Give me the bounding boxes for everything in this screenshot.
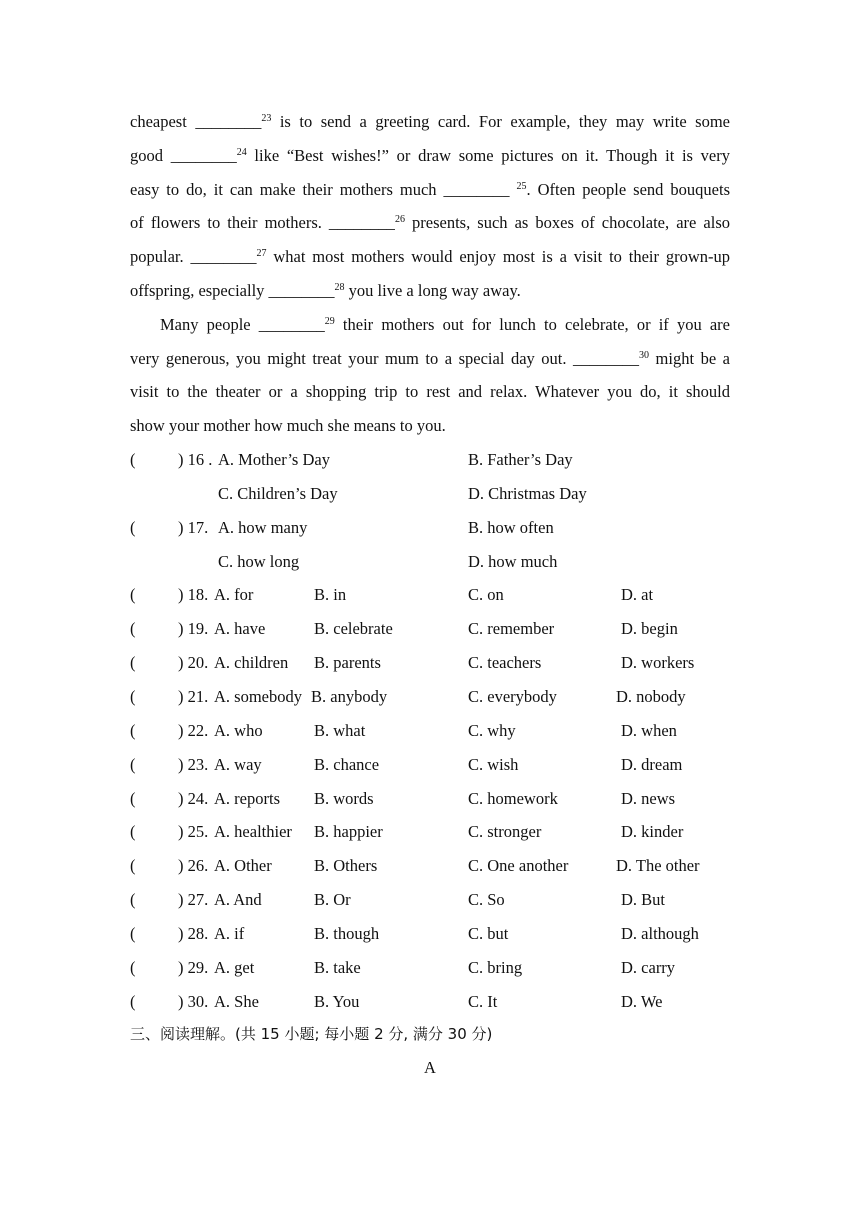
option-d: D. although — [621, 923, 699, 943]
answer-bracket: ( — [130, 856, 136, 876]
option-b: B. Father’s Day — [468, 450, 573, 469]
option-d: D. The other — [616, 856, 700, 876]
option-a: A. get — [214, 957, 255, 977]
answer-bracket: ( — [130, 822, 136, 842]
option-b: B. celebrate — [314, 619, 393, 639]
option-d: D. carry — [621, 957, 676, 977]
question-number: ) 23. — [178, 754, 209, 774]
option-d: D. at — [621, 585, 654, 605]
answer-bracket: ( — [130, 890, 136, 910]
passage-text: very generous, you might treat your mum to a special day out. ________ — [130, 348, 640, 368]
option-c: C. but — [468, 923, 509, 943]
question-number: ) 19. — [178, 619, 209, 639]
option-c: C. bring — [468, 957, 523, 977]
passage-text: you live a long way away. — [344, 281, 521, 300]
option-c: C. teachers — [468, 653, 542, 673]
option-b: B. what — [314, 720, 366, 740]
passage-text: offspring, especially ________ — [130, 281, 335, 300]
option-c: C. everybody — [468, 686, 557, 706]
passage-text: good ________ — [130, 145, 237, 165]
option-d: D. workers — [621, 653, 695, 673]
option-b: B. how often — [468, 517, 554, 537]
passage-text: visit to the theater or a shopping trip to rest and relax. Whatever you do, it should — [130, 382, 730, 402]
answer-bracket: ( — [130, 585, 136, 605]
passage-text: . Often people send bouquets — [526, 179, 730, 199]
option-b: B. words — [314, 788, 374, 808]
passage-text: might be a — [649, 348, 731, 368]
option-c: C. remember — [468, 619, 555, 639]
question-number: ) 21. — [178, 686, 209, 706]
option-a: A. children — [214, 653, 289, 673]
passage-text: like “Best wishes!” or draw some pictures on it. Though it is very — [246, 145, 730, 165]
question-number: ) 16 . — [178, 450, 213, 469]
option-c: C. stronger — [468, 822, 542, 842]
blank-number: 29 — [324, 315, 335, 327]
option-c: C. One another — [468, 856, 569, 876]
passage-line — [130, 105, 730, 139]
option-d: D. nobody — [616, 686, 686, 706]
passage-text: show your mother how much she means to you. — [130, 416, 446, 436]
option-c: C. wish — [468, 754, 519, 774]
answer-bracket: ( — [130, 923, 136, 943]
question-number: ) 22. — [178, 720, 209, 740]
option-b: B. Or — [314, 890, 351, 910]
question-number: ) 29. — [178, 957, 209, 977]
passage-line — [130, 274, 730, 308]
option-b: B. happier — [314, 822, 383, 842]
option-d: D. news — [621, 788, 676, 808]
option-a: A. healthier — [214, 822, 292, 842]
option-b: B. chance — [314, 754, 380, 774]
option-b: B. in — [314, 585, 347, 605]
blank-number: 24 — [236, 146, 247, 158]
option-a: A. She — [214, 991, 259, 1011]
question-number: ) 25. — [178, 822, 209, 842]
option-d: D. when — [621, 720, 677, 740]
question-number: ) 17. — [178, 517, 209, 537]
blank-number: 30 — [639, 349, 650, 361]
passage-line — [130, 173, 730, 207]
passage-line — [130, 375, 730, 409]
passage-line — [130, 139, 730, 173]
option-d: D. how much — [468, 551, 558, 571]
passage-line — [130, 240, 730, 274]
passage-line — [130, 308, 730, 342]
option-b: B. parents — [314, 653, 381, 673]
option-a: A. somebody — [214, 686, 302, 706]
option-b: B. Others — [314, 856, 378, 876]
answer-bracket: ( — [130, 517, 136, 537]
passage-text: of flowers to their mothers. ________ — [130, 213, 395, 233]
part-label: A — [424, 1058, 436, 1077]
option-c: C. how long — [218, 551, 300, 571]
passage-line — [130, 342, 730, 376]
option-c: C. why — [468, 720, 516, 740]
option-c: C. So — [468, 890, 505, 910]
question-number: ) 30. — [178, 991, 209, 1011]
option-b: B. take — [314, 957, 361, 977]
option-b: B. though — [314, 923, 380, 943]
option-a: A. way — [214, 754, 262, 774]
option-d: D. We — [621, 991, 663, 1011]
question-number: ) 27. — [178, 890, 209, 910]
option-a: A. who — [214, 720, 263, 740]
option-a: A. Other — [214, 856, 272, 876]
blank-number: 23 — [261, 113, 272, 124]
question-number: ) 26. — [178, 856, 209, 876]
option-b: B. You — [314, 991, 360, 1011]
option-a: A. how many — [218, 517, 308, 537]
option-b: B. anybody — [311, 686, 388, 706]
blank-number: 27 — [256, 248, 267, 260]
blank-number: 25 — [516, 180, 527, 192]
passage-line — [130, 206, 730, 240]
section-heading: 三、阅读理解。(共 15 小题; 每小题 2 分, 满分 30 分) — [130, 1025, 493, 1043]
question-number: ) 28. — [178, 923, 209, 943]
answer-bracket: ( — [130, 754, 136, 774]
option-a: A. have — [214, 619, 266, 639]
passage-text: presents, such as boxes of chocolate, are also — [404, 213, 730, 233]
passage-text: is to send a greeting card. For example, they may write some — [271, 112, 730, 131]
option-d: D. Christmas Day — [468, 483, 587, 503]
option-a: A. for — [214, 585, 254, 605]
passage-text: cheapest ________ — [130, 112, 262, 131]
question-number: ) 24. — [178, 788, 209, 808]
passage-text: what most mothers would enjoy most is a visit to their grown-up — [266, 247, 731, 267]
passage-text: popular. ________ — [130, 247, 257, 267]
answer-bracket: ( — [130, 619, 136, 639]
answer-bracket: ( — [130, 788, 136, 808]
option-d: D. dream — [621, 754, 683, 774]
option-c: C. Children’s Day — [218, 483, 338, 503]
option-a: A. if — [214, 923, 245, 943]
option-d: D. begin — [621, 619, 678, 639]
option-a: A. Mother’s Day — [218, 450, 330, 469]
blank-number: 26 — [394, 214, 405, 226]
option-a: A. And — [214, 890, 262, 910]
passage-text: their mothers out for lunch to celebrate, or if you are — [334, 314, 730, 334]
passage-line — [130, 409, 730, 443]
answer-bracket: ( — [130, 653, 136, 673]
passage-text: Many people ________ — [160, 314, 325, 334]
option-d: D. kinder — [621, 822, 684, 842]
option-c: C. homework — [468, 788, 558, 808]
answer-bracket: ( — [130, 957, 136, 977]
answer-bracket: ( — [130, 450, 136, 469]
question-number: ) 18. — [178, 585, 209, 605]
option-d: D. But — [621, 890, 666, 910]
passage-text: easy to do, it can make their mothers much ________ — [130, 179, 517, 199]
question-number: ) 20. — [178, 653, 209, 673]
option-c: C. on — [468, 585, 504, 605]
answer-bracket: ( — [130, 991, 136, 1011]
answer-bracket: ( — [130, 720, 136, 740]
option-a: A. reports — [214, 788, 280, 808]
blank-number: 28 — [334, 282, 345, 293]
answer-bracket: ( — [130, 686, 136, 706]
option-c: C. It — [468, 991, 498, 1011]
